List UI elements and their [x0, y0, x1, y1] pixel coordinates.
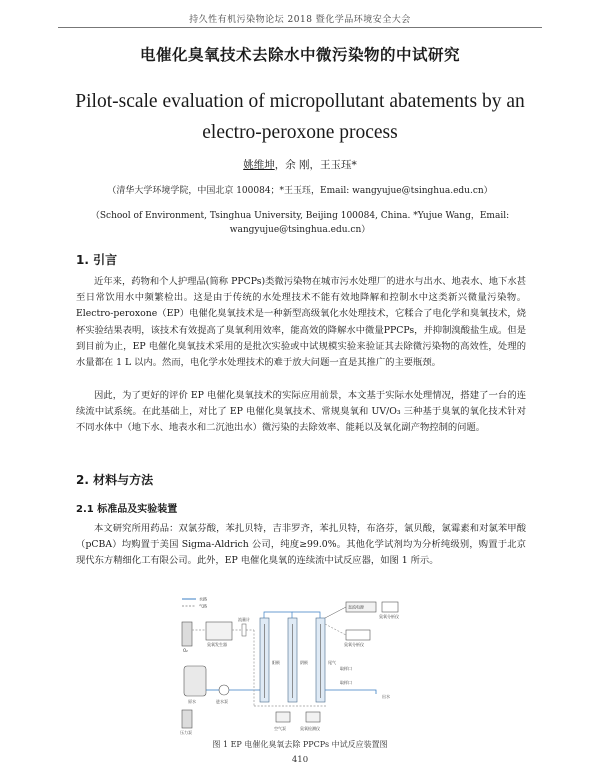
legend-gas-label: 气路 — [199, 603, 207, 609]
section-heading-methods: 2. 材料与方法 — [76, 473, 154, 487]
author-separator: ， — [309, 159, 321, 171]
oxygen-cylinder — [182, 622, 192, 646]
author-yao: 姚维坤 — [243, 159, 275, 171]
paragraph-introduction-1: 近年来，药物和个人护理品(简称 PPCPs)类微污染物在城市污水处理厂的进水与出水、地表水、地下水甚至日常饮用水中频繁检出。这是由于传统的水处理技术不能有效地降解和控制水中这类新兴微量污染物。Electro-peroxone（EP）电催化臭氧技术是一种新型高级氧化水处理技术，它糅合了电化学和臭氧技术，烧杯实验结果表明，该技术有效提高了臭氧利用效率，能高效的降解水中微量PPCPs，并抑制溴酸盐生成。但是到目前为止，EP 电催化臭氧技术采用的是批次实验或中试规模实验来验证其去除微污染物的高效性，处理的水量都在 1 L 以内。然而，电化学水处理技术的难于放大问题一直是其推广的主要瓶颈。 — [76, 276, 526, 369]
author-list — [0, 157, 600, 172]
raw-water-tank — [184, 666, 206, 696]
affiliation-english-line2: wangyujue@tsinghua.edu.cn） — [229, 225, 371, 235]
paragraph-introduction-2: 因此，为了更好的评价 EP 电催化臭氧技术的实际应用前景，本文基于实际水处理情况，搭建了一台的连续流中试系统。在此基础上，对比了 EP 电催化臭氧技术、常规臭氧和 UV/O₃ 三种基于臭氧的氧化技术针对不同水体中（地下水、地表水和二沉池出水）微污染的去除效率、能耗以及氧化副产物控制的问题。 — [76, 390, 526, 434]
air-pump — [276, 712, 290, 722]
bottom2-label: 臭氧检测仪 — [300, 726, 320, 731]
running-header: 持久性有机污染物论坛 2018 暨化学品环境安全大会 — [189, 15, 411, 25]
flow-meter — [242, 624, 246, 636]
meter-label: 流量计 — [238, 617, 250, 622]
title-english-line1: Pilot-scale evaluation of micropollutant abatements by an — [75, 91, 525, 112]
title-chinese: 电催化臭氧技术去除水中微污染物的中试研究 — [139, 46, 460, 64]
column1-label: 阳极 — [272, 660, 280, 665]
power-label: 直流电源 — [348, 604, 364, 610]
subsection-heading-materials: 2.1 标准品及实验装置 — [76, 504, 178, 515]
bottom1-label: 空气泵 — [274, 726, 286, 731]
section-heading-introduction: 1. 引言 — [76, 253, 118, 267]
legend-water-label: 水路 — [199, 596, 207, 602]
column3-label: 尾气 — [328, 660, 336, 665]
oxygen-label: O₂ — [183, 648, 188, 653]
ozone-analyzer-mid — [346, 630, 370, 640]
analyzer2-label: 臭氧分析仪 — [344, 642, 364, 647]
sample2-label: 取样口 — [340, 680, 352, 685]
column2-label: 阴极 — [300, 660, 308, 665]
author-separator: ， — [274, 159, 286, 171]
pump-label: 进水泵 — [216, 699, 228, 704]
affiliation-chinese: （清华大学环境学院，中国北京 100084；*王玉珏，Email: wangyujue@tsinghua.edu.cn） — [107, 186, 493, 196]
feed-pump — [219, 685, 229, 695]
pressure-pump — [182, 710, 192, 728]
author-yu: 余 刚 — [285, 159, 310, 171]
bottom3-label: 压力泵 — [180, 730, 192, 735]
tank-label: 原水 — [188, 699, 196, 704]
ozone-detector — [306, 712, 320, 722]
analyzer1-label: 臭氧分析仪 — [379, 614, 399, 619]
paragraph-materials: 本文研究所用药品：双氯芬酸，苯扎贝特，吉非罗齐，苯扎贝特，布洛芬，氯贝酸，氯霉素和对氯苯甲酸（pCBA）均购置于美国 Sigma-Aldrich 公司，纯度≥99.0%。其他化学试剂均为分析纯级别，购置于北京现代东方精细化工有限公司。此外，EP 电催化臭氧的连续流中试反应器，如图 1 所示。 — [76, 523, 526, 567]
figure-caption: 图 1 EP 电催化臭氧去除 PPCPs 中试反应装置图 — [212, 740, 388, 749]
outflow-label: 出水 — [382, 694, 390, 699]
affiliation-english-line1: （School of Environment, Tsinghua University, Beijing 100084, China. *Yujue Wang，Email: — [90, 211, 510, 221]
ozone-generator — [206, 622, 232, 640]
title-english-line2: electro-peroxone process — [202, 122, 398, 143]
sample1-label: 取样口 — [340, 666, 352, 671]
page-number: 410 — [291, 755, 309, 765]
figure-reactor-schematic — [176, 594, 421, 736]
header-rule — [58, 27, 542, 28]
generator-label: 臭氧发生器 — [207, 642, 227, 647]
ozone-analyzer-top — [382, 602, 398, 612]
author-wang: 王玉珏* — [320, 159, 357, 171]
